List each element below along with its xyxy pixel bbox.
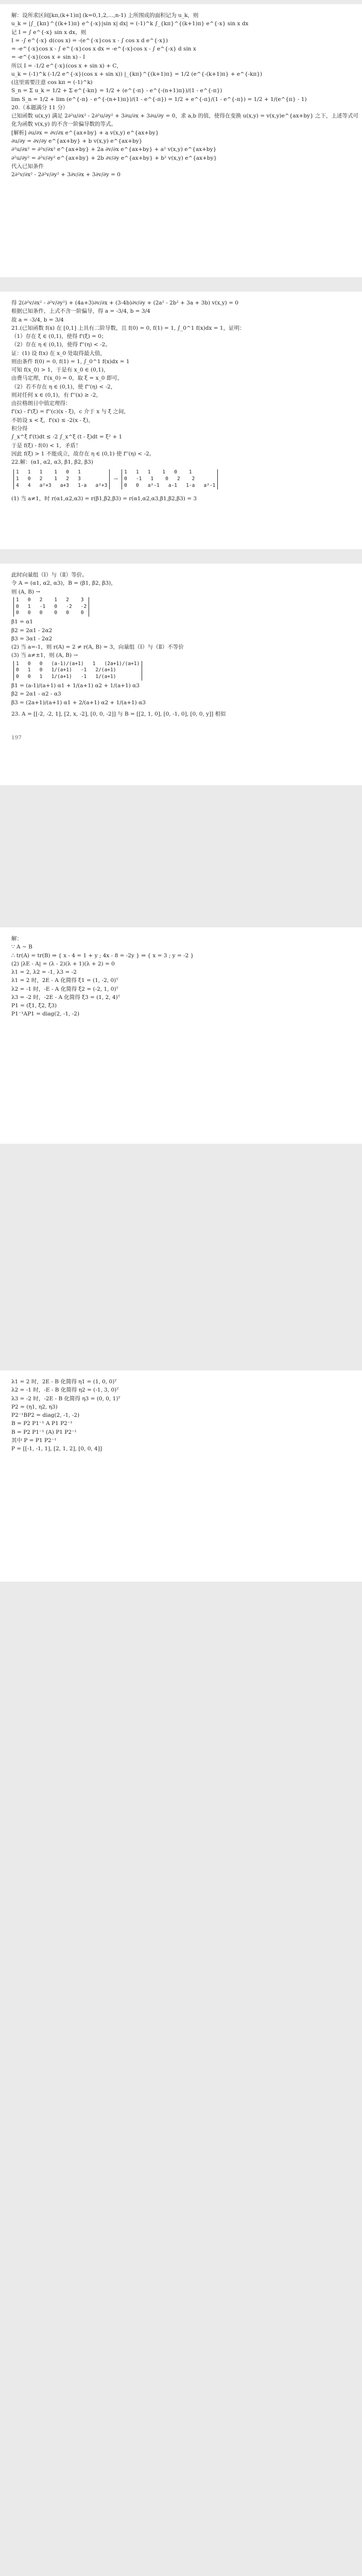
text-line: λ1 = 2 时，2E - B 化简得 η1 = (1, 0, 0)ᵀ [11, 1379, 117, 1385]
text-line: 已知函数 u(x,y) 满足 2∂²u/∂x² - 2∂²u/∂y² + 3∂u/∂x + 3∂u/∂y = 0，求 a,b 的值，使得在变换 u(x,y) = v(x,y)e^{ax+by} 之下，上述等式可 [11, 113, 358, 120]
text-line: S_n = Σ u_k = 1/2 + Σ e^{-kπ} = 1/2 + (e^{-π} - e^{-(n+1)π})/(1 - e^{-π}) [11, 88, 222, 94]
text-line: (3) 当 a≠±1，则 (A, B) → [11, 652, 78, 659]
matrix-row: 1 0 2 1 2 3 [16, 476, 81, 482]
page-3 [0, 564, 362, 785]
text-line: λ3 = -2 时，-2E - A 化简得 ξ3 = (1, 2, 4)ᵀ [11, 994, 120, 1001]
matrix-row: 4 4 a²+3 a+3 1-a a²+3 [16, 482, 108, 488]
matrix-reduced-b [13, 661, 142, 681]
text-line: λ1 = 2, λ2 = -1, λ3 = -2 [11, 969, 77, 976]
text-line: 于是 f(ξ) - f(0) < 1，矛盾！ [11, 442, 81, 449]
text-line: u_k = (-1)^k (-1/2 e^{-x}(cos x + sin x)) |_{kπ}^{(k+1)π} = 1/2 (e^{-(k+1)π} + e^{-kπ}) [11, 71, 263, 77]
text-line: 得 2(∂²v/∂x² - ∂²v/∂y²) + (4a+3)∂v/∂x + (3-4b)∂v/∂y + (2a² - 2b² + 3a + 3b) v(x,y) = 0 [11, 300, 238, 306]
text-line: P2 = (η1, η2, η3) [11, 1403, 58, 1410]
arrow-icon: → [113, 477, 118, 483]
text-line: P = [[-1, -1, 1], [2, 1, 2], [0, 0, 4]] [11, 1446, 102, 1452]
text-line: [解析] ∂u/∂x = ∂v/∂x e^{ax+by} + a v(x,y) e^{ax+by} [11, 129, 159, 136]
text-line: 证：(1) 设 f(x) 在 x_0 处取得最大值， [11, 350, 106, 357]
solution-20-21 [11, 299, 351, 466]
text-line: 根据已知条件，上式不含一阶偏导，得 a = -3/4, b = 3/4 [11, 308, 150, 315]
text-line: 21.(已知函数 f(x) 在 [0,1] 上具有二阶导数，且 f(0) = 0, f(1) = 1, ∫_0^1 f(x)dx = 1，证明： [11, 325, 245, 331]
text-line: 化为函数 v(x,y) 的不含一阶偏导数的等式。 [11, 121, 116, 128]
solution-19 [11, 11, 358, 179]
page-2 [0, 292, 362, 549]
text-line: 20.（本题满分 11 分） [11, 104, 68, 111]
text-line: lim S_n = 1/2 + lim (e^{-π} - e^{-(n+1)π})/(1 - e^{-π}) = 1/2 + e^{-π}/(1 - e^{-π}) = 1/2 + 1/(e^{π} - 1) [11, 96, 307, 103]
matrix-row: 0 -1 1 0 2 2 [124, 476, 195, 482]
matrix-row: 1 1 1 1 0 1 [124, 469, 192, 476]
text-line: = -e^{-x}(cos x + sin x) - I [11, 54, 85, 61]
text-line: (2) |λE - A| = (λ - 2)(λ + 1)(λ + 2) = 0 [11, 960, 115, 967]
text-line: β1 = (a-1)/(a+1) α1 + 1/(a+1) α2 + 1/(a+1) α3 [11, 683, 140, 689]
page-5 [0, 1370, 362, 1582]
text-line: 因此 f(ξ) > 1 不能成立，故存在 η ∈ (0,1) 使 f''(η) < -2。 [11, 450, 155, 457]
solution-22-solve [11, 618, 351, 643]
text-line: 22.解：(α1, α2, α3, β1, β2, β3) [11, 459, 93, 466]
text-line: 代入已知条件 [11, 163, 44, 170]
text-line: β1 = α1 [11, 619, 33, 625]
text-line: （2）存在 η ∈ (0,1)，使得 f''(η) < -2。 [11, 342, 111, 348]
case-1: (1) 当 a≠1，时 r(α1,α2,α3) = r(β1,β2,β3) = r(α1,α2,α3,β1,β2,β3) = 3 [11, 495, 197, 502]
text-line: 其中 P = P1 P2⁻¹ [11, 1437, 57, 1444]
solution-23-part1 [11, 935, 351, 1019]
matrix-row [11, 468, 351, 490]
page-1 [0, 4, 362, 277]
text-line: ∫_x^ξ f'(t)dt ≤ -2 ∫_x^ξ (t - ξ)dt = ξ² + 1 [11, 434, 123, 440]
text-line: B = P2 P1⁻¹ (A) P1 P2⁻¹ [11, 1429, 77, 1435]
matrix-row: 1 1 1 1 0 1 [16, 469, 81, 476]
page-4 [0, 927, 362, 1144]
text-line: (这里需要注意 cos kπ = (-1)^k) [11, 79, 93, 86]
matrix-row: 0 0 0 0 0 0 [16, 610, 84, 616]
matrix-row: 0 0 1 1/(a+1) -1 1/(a+1) [16, 674, 116, 680]
text-line: β3 = 3α1 - 2α2 [11, 635, 53, 642]
text-line: ∂²u/∂y² = ∂²v/∂y² e^{ax+by} + 2b ∂v/∂y e^{ax+by} + b² v(x,y) e^{ax+by} [11, 155, 217, 161]
matrix-reduced [122, 469, 218, 489]
text-line: 此时向量组（Ⅰ）与（Ⅱ）等价。 [11, 572, 88, 578]
text-line: ∴ tr(A) = tr(B) ⇒ { x - 4 = 1 + y ; 4x - 8 = -2y } ⇒ { x = 3 ; y = -2 } [11, 952, 194, 959]
text-line: f'(x) - f'(ξ) = f''(c)(x - ξ)，c 介于 x 与 ξ 之间， [11, 409, 129, 415]
text-line: 故 a = -3/4, b = 3/4 [11, 316, 64, 323]
matrix-row: 0 0 a²-1 a-1 1-a a²-1 [124, 482, 216, 488]
text-line: = -e^{-x}cos x - ∫ e^{-x}cos x dx = -e^{-x}cos x - ∫ e^{-x} d sin x [11, 46, 196, 53]
question-23: 23. A = [[-2, -2, 1], [2, x, -2], [0, 0, -2]] 与 B = [[2, 1, 0], [0, -1, 0], [0, 0, y]] 相似 [11, 710, 226, 717]
matrix-reduced-a [13, 597, 89, 617]
text-line: λ3 = -2 时，-2E - B 化简得 η3 = (0, 0, 1)ᵀ [11, 1395, 120, 1402]
matrix-row: 1 0 2 1 2 3 [16, 597, 84, 603]
text-line: 解： [11, 936, 22, 942]
text-line: 记 I = ∫ e^{-x} sin x dx，则 [11, 29, 87, 36]
text-line: λ2 = -1 时，-E - B 化简得 η2 = (-1, 3, 0)ᵀ [11, 1387, 119, 1394]
text-line: λ2 = -1 时，-E - A 化简得 ξ2 = (-2, 1, 0)ᵀ [11, 986, 119, 992]
solution-23-part2 [11, 1378, 351, 1453]
text-line: 则对任何 x ∈ (0,1)，有 f''(x) ≥ -2， [11, 392, 101, 398]
text-line: u_k = |∫_{kπ}^{(k+1)π} e^{-x}|sin x| dx| = (-1)^k ∫_{kπ}^{(k+1)π} e^{-x} sin x dx [11, 21, 249, 27]
text-line: β2 = 2α1 - 2α2 [11, 627, 53, 634]
text-line: 所以 I = -1/2 e^{-x}(cos x + sin x) + C， [11, 62, 122, 69]
text-line: 令 A = (α1, α2, α3)，B = (β1, β2, β3)， [11, 580, 116, 587]
text-line: （2）若不存在 η ∈ (0,1)，使 f''(η) < -2， [11, 383, 116, 390]
text-line: ∵ A ~ B [11, 944, 32, 951]
text-line: 则 (A, B) → [11, 588, 41, 595]
solution-22-solve2 [11, 682, 351, 707]
text-line: 由拉格朗日中值定理得： [11, 400, 71, 407]
page-number: 197 [11, 735, 22, 741]
matrix-row: 0 1 0 1/(a+1) -1 2/(a+1) [16, 667, 116, 673]
text-line: B = P2 P1⁻¹ A P1 P2⁻¹ [11, 1420, 73, 1427]
text-line: 2∂²v/∂x² - 2∂²v/∂y² + 3∂v/∂x + 3∂v/∂y = 0 [11, 172, 120, 178]
text-line: λ1 = 2 时，2E - A 化简得 ξ1 = (1, -2, 0)ᵀ [11, 977, 118, 984]
text-line: β2 = 2α1 - α2 - α3 [11, 691, 61, 698]
text-line: P1⁻¹AP1 = diag(2, -1, -2) [11, 1011, 80, 1018]
solution-22-cases [11, 643, 351, 660]
text-line: I = -∫ e^{-x} d(cos x) = -(e^{-x}cos x - ∫ cos x d e^{-x}) [11, 37, 168, 44]
text-line: 则由条件 f(0) = 0, f(1) = 1, ∫_0^1 f(x)dx = 1 [11, 358, 130, 365]
text-line: (2) 当 a=-1，则 r(A) = 2 ≠ r(A, B) = 3，向量组（Ⅰ）与（Ⅱ）不等价 [11, 644, 184, 651]
text-line: P2⁻¹BP2 = diag(2, -1, -2) [11, 1412, 80, 1419]
matrix-row: 0 1 -1 0 -2 -2 [16, 603, 87, 609]
text-line: 不妨设 x < ξ，f'(x) ≤ -2(x - ξ)， [11, 417, 94, 423]
text-line: （1）存在 ξ ∈ (0,1)，使得 f'(ξ) = 0； [11, 333, 107, 340]
text-line: ∂²u/∂x² = ∂²v/∂x² e^{ax+by} + 2a ∂v/∂x e^{ax+by} + a² v(x,y) e^{ax+by} [11, 146, 217, 153]
matrix-row: 1 0 0 (a-1)/(a+1) 1 (2a+1)/(a+1) [16, 660, 140, 667]
text-line: 解：设所求区间[kπ,(k+1)π] (k=0,1,2,…,n-1) 上所围成的面积记为 u_k，则 [11, 12, 199, 19]
text-line: 可知 f(x_0) > 1，于是有 x_0 ∈ (0,1)， [11, 367, 109, 374]
text-line: P1 = (ξ1, ξ2, ξ3) [11, 1003, 57, 1009]
text-line: 积分得 [11, 425, 28, 432]
text-line: β3 = (2a+1)/(a+1) α1 + 2/(a+1) α2 + 1/(a+1) α3 [11, 699, 146, 706]
matrix-augmented [13, 469, 110, 489]
text-line: ∂u/∂y = ∂v/∂y e^{ax+by} + b v(x,y) e^{ax+by} [11, 138, 143, 144]
solution-22-intro [11, 571, 351, 596]
text-line: 由费马定理，f'(x_0) = 0，取 ξ = x_0 即可。 [11, 375, 123, 382]
